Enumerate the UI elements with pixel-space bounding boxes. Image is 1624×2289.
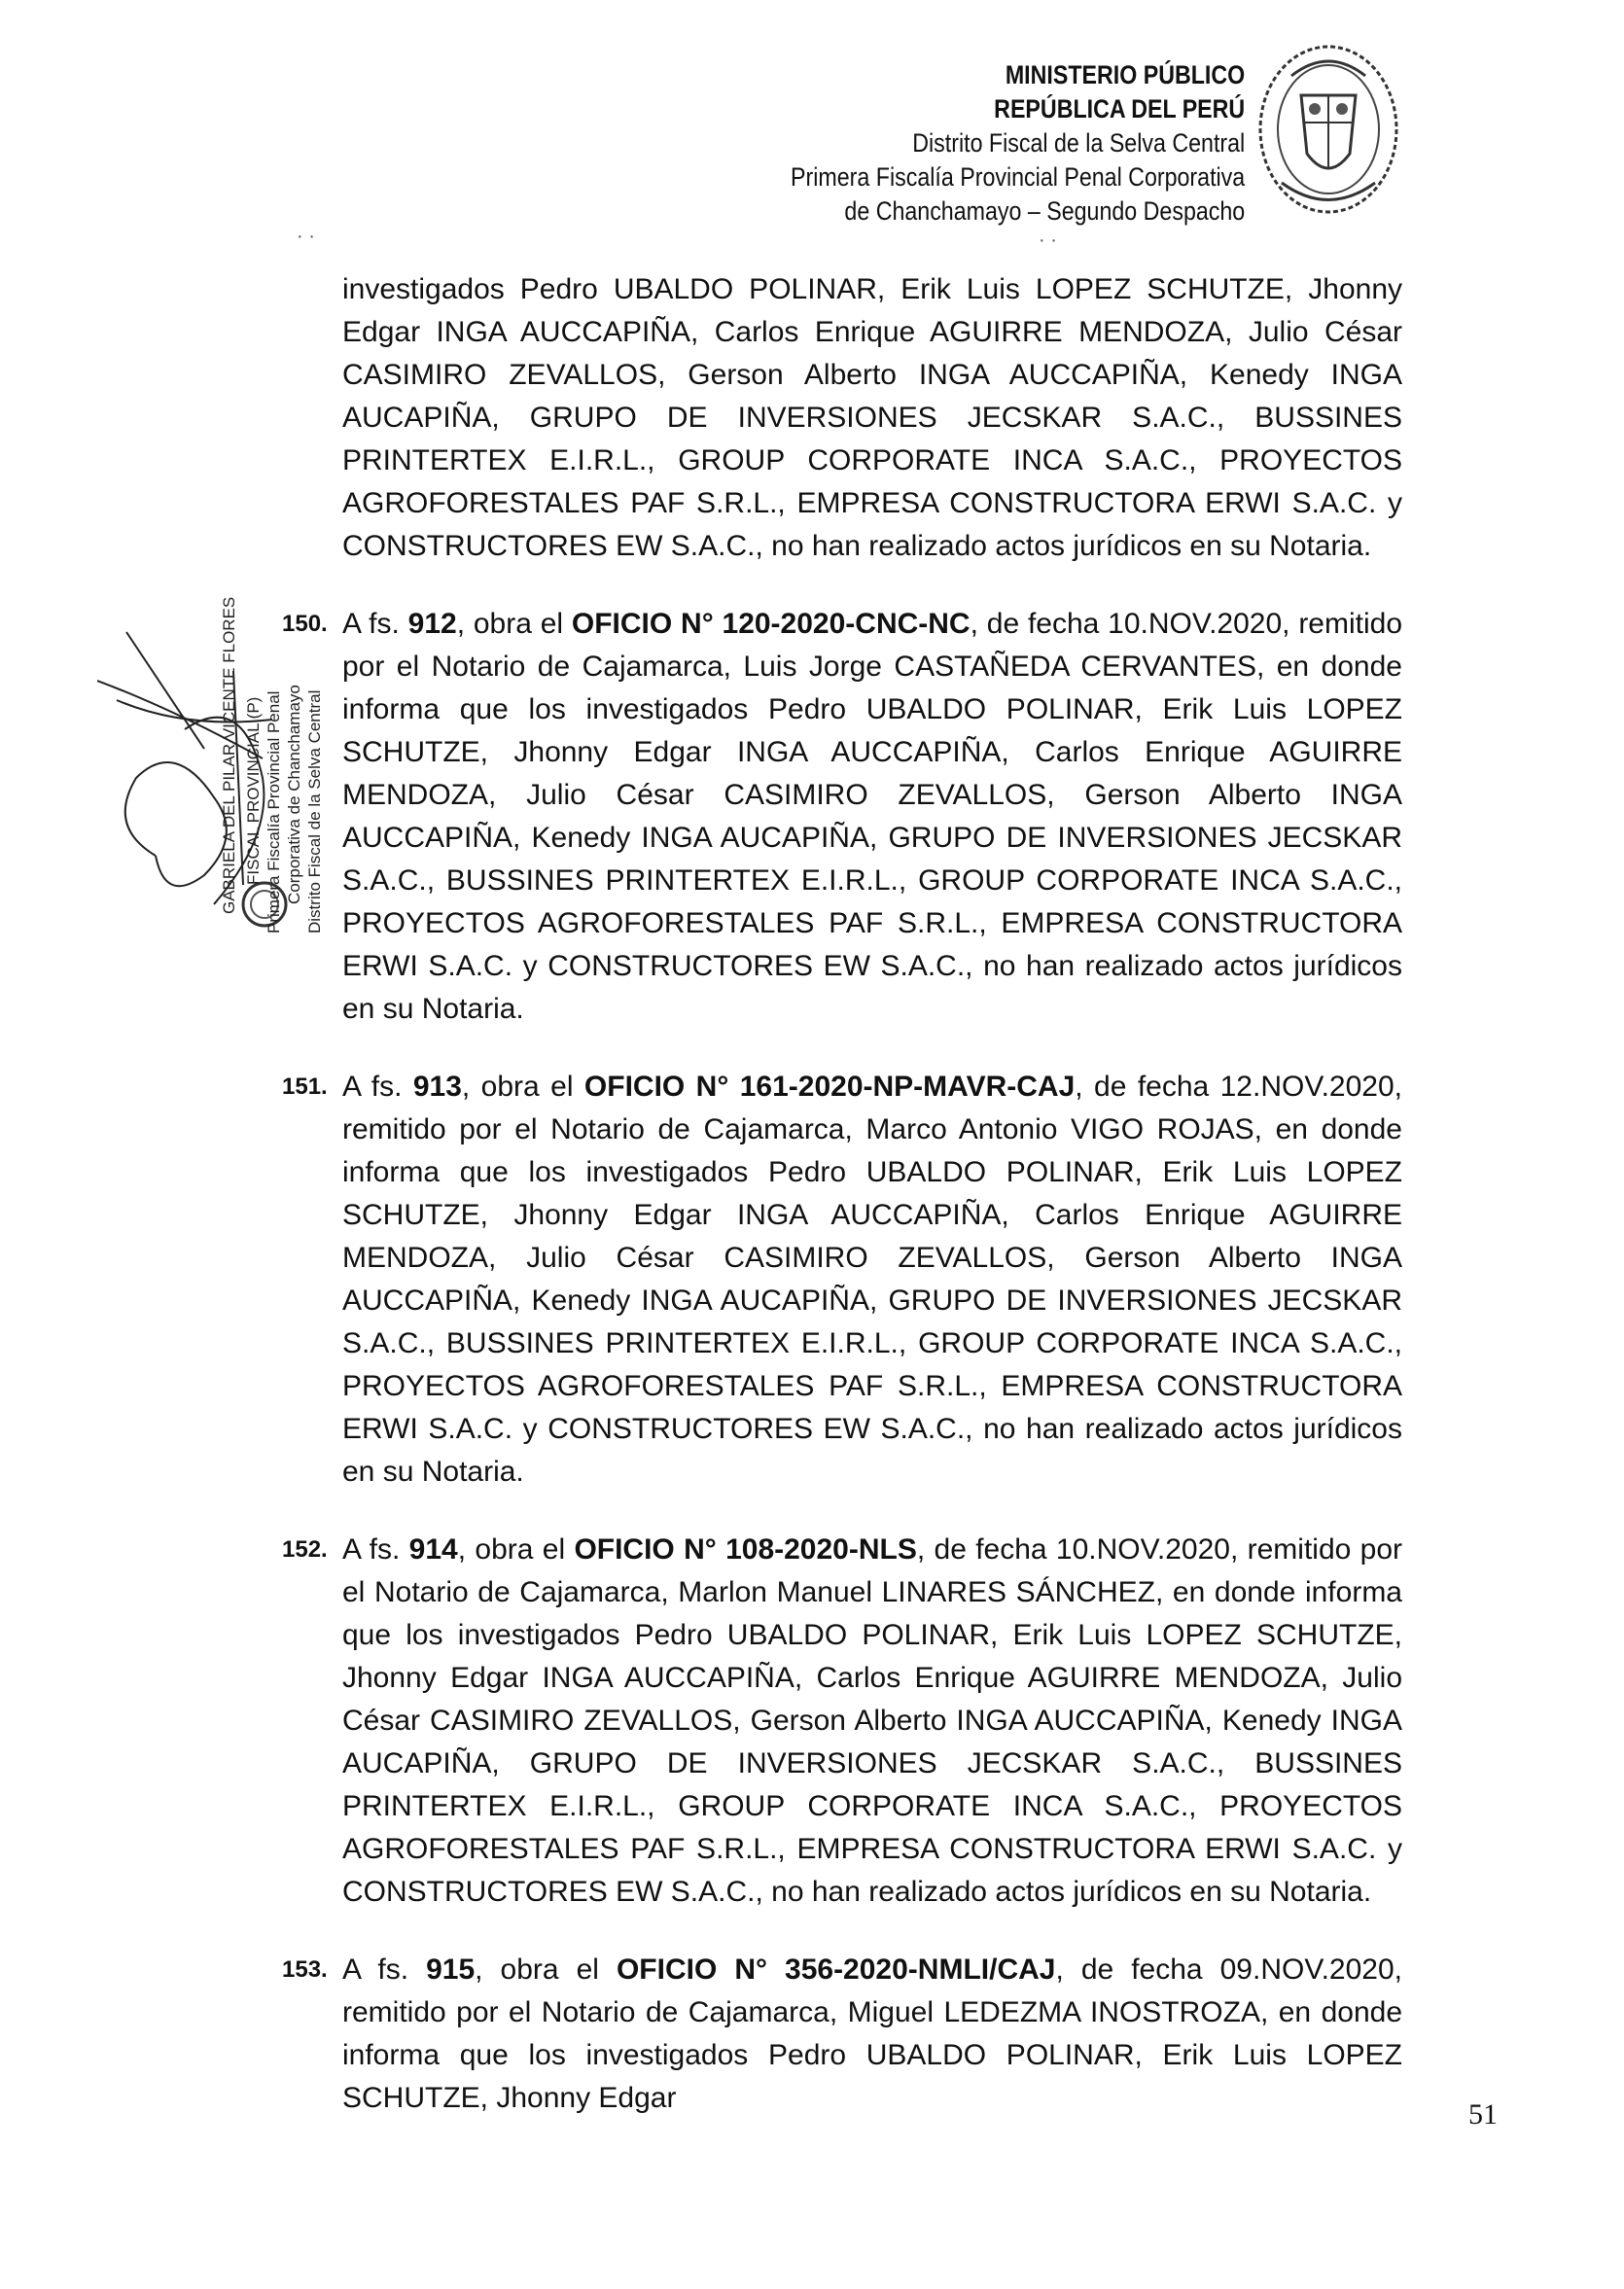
oficio-reference: OFICIO N° 356-2020-NMLI/CAJ <box>616 1954 1056 1986</box>
letterhead <box>791 58 1245 229</box>
paragraph-number: 151. <box>282 1074 328 1100</box>
oficio-reference: OFICIO N° 120-2020-CNC-NC <box>571 608 971 640</box>
folio-number: 914 <box>408 1533 458 1566</box>
page-number: 51 <box>1468 2098 1498 2131</box>
folio-number: 912 <box>407 608 457 640</box>
folio-number: 913 <box>412 1071 462 1103</box>
stamp-office-2: Corporativa de Chanchamayo <box>285 685 303 904</box>
stamp-name: GABRIELA DEL PILAR VICENTE FLORES <box>220 596 238 914</box>
stamp-office-1: Primera Fiscalía Provincial Penal <box>265 690 283 933</box>
scan-speck: · · <box>297 226 315 247</box>
oficio-reference: OFICIO N° 108-2020-NLS <box>574 1533 917 1566</box>
header-republic: REPÚBLICA DEL PERÚ <box>993 94 1245 123</box>
numbered-paragraph-153: 153. A fs. 915, obra el OFICIO N° 356-2020-NMLI/CAJ, de fecha 09.NOV.2020, remitido por el Notario de Cajamarca, Miguel LEDEZMA INOSTROZA, en donde informa que los investigados Pedro UBALDO POLINAR, Erik Luis LOPEZ SCHUTZE, Jhonny Edgar <box>342 1949 1402 2120</box>
paragraph-number: 153. <box>282 1956 328 1983</box>
stamp-role: FISCAL PROVINCIAL (P) <box>244 696 263 885</box>
numbered-paragraph-151: 151. A fs. 913, obra el OFICIO N° 161-2020-NP-MAVR-CAJ, de fecha 12.NOV.2020, remitido por el Notario de Cajamarca, Marco Antonio VIGO ROJAS, en donde informa que los investigados Pedro UBALDO POLINAR, Erik Luis LOPEZ SCHUTZE, Jhonny Edgar INGA AUCCAPIÑA, Carlos Enrique AGUIRRE MENDOZA, Julio César CASIMIRO ZEVALLOS, Gerson Alberto INGA AUCCAPIÑA, Kenedy INGA AUCAPIÑA, GRUPO DE INVERSIONES JECSKAR S.A.C., BUSSINES PRINTERTEX E.I.R.L., GROUP CORPORATE INCA S.A.C., PROYECTOS AGROFORESTALES PAF S.R.L., EMPRESA CONSTRUCTORA ERWI S.A.C. y CONSTRUCTORES EW S.A.C., no han realizado actos jurídicos en su Notaria. <box>342 1066 1402 1494</box>
numbered-paragraph-152: 152. A fs. 914, obra el OFICIO N° 108-2020-NLS, de fecha 10.NOV.2020, remitido por el Notario de Cajamarca, Marlon Manuel LINARES SÁNCHEZ, en donde informa que los investigados Pedro UBALDO POLINAR, Erik Luis LOPEZ SCHUTZE, Jhonny Edgar INGA AUCCAPIÑA, Carlos Enrique AGUIRRE MENDOZA, Julio César CASIMIRO ZEVALLOS, Gerson Alberto INGA AUCCAPIÑA, Kenedy INGA AUCAPIÑA, GRUPO DE INVERSIONES JECSKAR S.A.C., BUSSINES PRINTERTEX E.I.R.L., GROUP CORPORATE INCA S.A.C., PROYECTOS AGROFORESTALES PAF S.R.L., EMPRESA CONSTRUCTORA ERWI S.A.C. y CONSTRUCTORES EW S.A.C., no han realizado actos jurídicos en su Notaria. <box>342 1529 1402 1914</box>
stamp-office-3: Distrito Fiscal de la Selva Central <box>305 689 324 933</box>
oficio-reference: OFICIO N° 161-2020-NP-MAVR-CAJ <box>583 1071 1076 1103</box>
header-office-location: de Chanchamayo – Segundo Despacho <box>844 196 1245 226</box>
handwritten-signature-icon <box>97 613 340 933</box>
header-ministry: MINISTERIO PÚBLICO <box>1005 60 1245 89</box>
header-office: Primera Fiscalía Provincial Penal Corporativa <box>790 162 1245 192</box>
paragraph-number: 150. <box>282 611 328 637</box>
coat-of-arms-seal-icon <box>1253 37 1404 222</box>
numbered-paragraph-150: 150. A fs. 912, obra el OFICIO N° 120-2020-CNC-NC, de fecha 10.NOV.2020, remitido por el Notario de Cajamarca, Luis Jorge CASTAÑEDA CERVANTES, en donde informa que los investigados Pedro UBALDO POLINAR, Erik Luis LOPEZ SCHUTZE, Jhonny Edgar INGA AUCCAPIÑA, Carlos Enrique AGUIRRE MENDOZA, Julio César CASIMIRO ZEVALLOS, Gerson Alberto INGA AUCCAPIÑA, Kenedy INGA AUCAPIÑA, GRUPO DE INVERSIONES JECSKAR S.A.C., BUSSINES PRINTERTEX E.I.R.L., GROUP CORPORATE INCA S.A.C., PROYECTOS AGROFORESTALES PAF S.R.L., EMPRESA CONSTRUCTORA ERWI S.A.C. y CONSTRUCTORES EW S.A.C., no han realizado actos jurídicos en su Notaria. <box>342 603 1402 1031</box>
scan-speck: · · <box>1039 229 1057 251</box>
folio-number: 915 <box>426 1954 476 1986</box>
header-district: Distrito Fiscal de la Selva Central <box>912 128 1245 158</box>
intro-paragraph: investigados Pedro UBALDO POLINAR, Erik Luis LOPEZ SCHUTZE, Jhonny Edgar INGA AUCCAPIÑA, Carlos Enrique AGUIRRE MENDOZA, Julio César CASIMIRO ZEVALLOS, Gerson Alberto INGA AUCCAPIÑA, Kenedy INGA AUCAPIÑA, GRUPO DE INVERSIONES JECSKAR S.A.C., BUSSINES PRINTERTEX E.I.R.L., GROUP CORPORATE INCA S.A.C., PROYECTOS AGROFORESTALES PAF S.R.L., EMPRESA CONSTRUCTORA ERWI S.A.C. y CONSTRUCTORES EW S.A.C., no han realizado actos jurídicos en su Notaria. <box>342 273 1402 562</box>
paragraph-number: 152. <box>282 1536 328 1563</box>
